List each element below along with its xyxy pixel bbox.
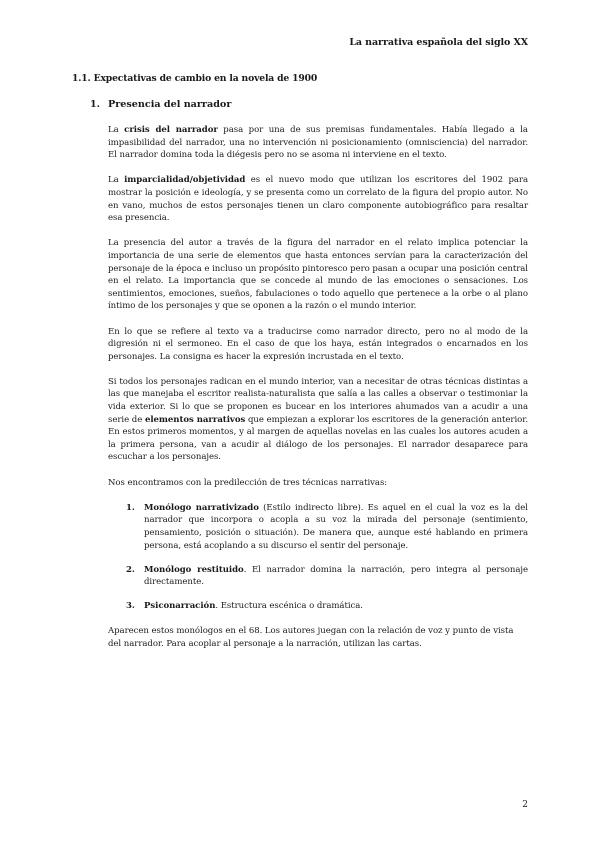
bold-term: imparcialidad/objetividad [124,175,246,186]
techniques-list [108,502,528,613]
section-heading: 1.1. Expectativas de cambio en la novela de 1900 [72,73,318,84]
bold-term: elementos narrativos [144,414,246,425]
body-text [108,124,528,663]
bold-term: crisis del narrador [124,125,218,135]
paragraph-mundo-interior: Si todos los personajes radican en el mundo interior, van a necesitar de otras técnicas distintas a las que manejaba el escritor realista-naturalista que salía a las calles a observar o testimoniar la vida exterior. Si lo que se proponen es bucear en los interiores ahumados van a acudir a una serie de elementos narrativos que empiezan a explorar los escritores de la generación anterior. En estos primeros momentos, y al margen de aquellas novelas en las cuales los autores acuden a la primera persona, van a acudir al diálogo de los personajes. El narrador desaparece para escuchar a los personajes. [108,376,528,463]
paragraph-imparcialidad: La imparcialidad/objetividad es el nuevo modo que utilizan los escritores del 1902 para mostrar la posición e ideología, y se presenta como un correlato de la figura del propio autor. No en vano, muchos de estos personajes tienen un claro componente autobiográfico para resaltar esa presencia. [108,175,528,224]
list-item: 2. Monólogo restituido. El narrador domina la narración, pero integra al personaje directamente. [126,564,529,588]
subsection-heading [90,99,231,110]
list-item: 1. Monólogo narrativizado (Estilo indirecto libre). Es aquel en el cual la voz es la del narrador que incorpora o acopla a su voz la mirada del personaje (sentimiento, pensamiento, posición o situación). De manera que, aunque esté hablando en primera persona, está acoplando a su discurso el sentir del personaje. [126,502,528,551]
paragraph-tecnicas-intro: Nos encontramos con la predilección de tres técnicas narrativas: [108,477,388,488]
subsection-number: 1. [90,99,101,110]
paragraph-crisis-narrador: La crisis del narrador pasa por una de sus premisas fundamentales. Había llegado a la impasibilidad del narrador, una no intervención ni posicionamiento (omnisciencia) del narrador. El narrador domina toda la diégesis pero no se asoma ni interviene en el texto. [108,125,528,161]
page-number: 2 [522,800,528,810]
list-item: 3. Psiconarración. Estructura escénica o dramática. [126,601,363,612]
paragraph-presencia-autor: La presencia del autor a través de la figura del narrador en el relato implica potenciar la importancia de una serie de elementos que hasta entonces servían para la caracterización del personaje de la época e incluso un propósito pintoresco pero pasan a ocupar una posición central en el relato. La importancia que se concede al mundo de las emociones o sensaciones. Los sentimientos, emociones, sueños, fabulaciones o todo aquello que pertenece a la orbe o al plano íntimo de los personajes y que se oponen a la razón o el mundo interior. [108,238,528,312]
paragraph-monologos-68: Aparecen estos monólogos en el 68. Los autores juegan con la relación de voz y punto de vista del narrador. Para acoplar al personaje a la narración, utilizan las cartas. [108,625,514,649]
paragraph-narrador-directo: En lo que se refiere al texto va a traducirse como narrador directo, pero no al modo de la digresión ni el sermoneo. En el caso de que los haya, están integrados o encarnados en los personajes. La consigna es hacer la expresión incrustada en el texto. [108,326,528,362]
running-header: La narrativa española del siglo XX [349,37,528,48]
subsection-title: Presencia del narrador [108,99,232,110]
